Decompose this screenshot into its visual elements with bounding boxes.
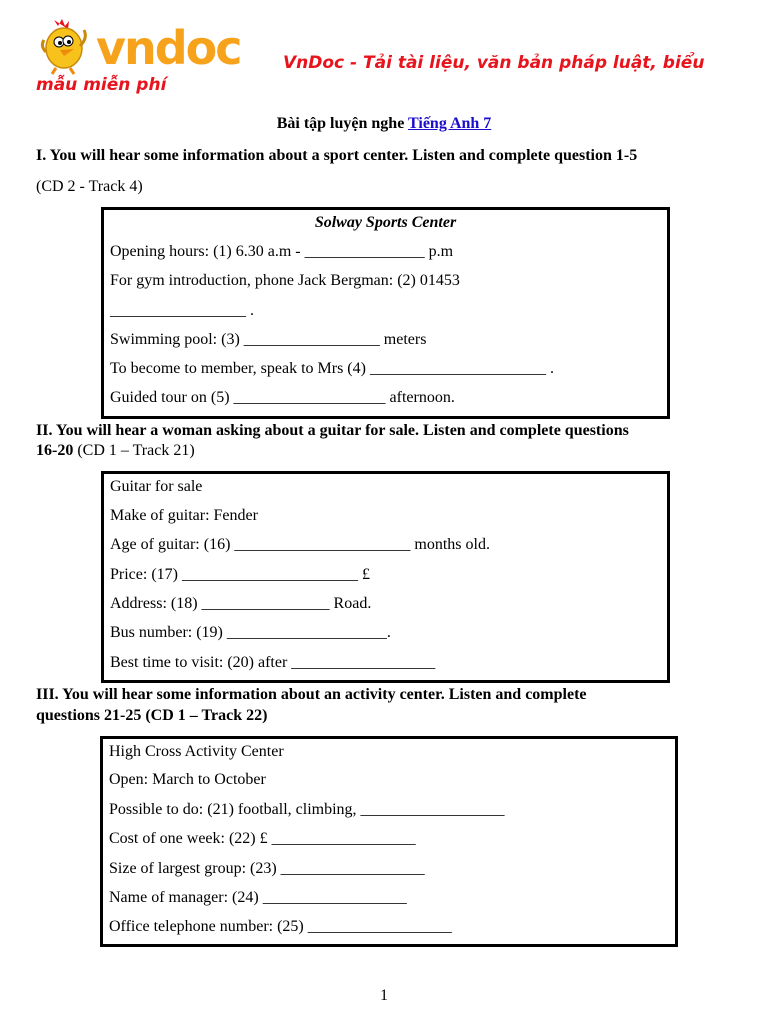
question-4: To become to member, speak to Mrs (4) ______________________ . <box>110 360 554 377</box>
section1-heading: I. You will hear some information about a sport center. Listen and complete question 1-5 <box>36 147 638 164</box>
question-2-blank: _________________ . <box>110 302 254 319</box>
question-19: Bus number: (19) ____________________. <box>110 624 391 641</box>
section3-heading-continued: questions 21-25 (CD 1 – Track 22) <box>36 707 268 724</box>
activity-open-months: Open: March to October <box>109 771 266 788</box>
document-title <box>0 115 768 133</box>
section2-heading-continued: 16-20 (CD 1 – Track 21) <box>36 442 195 459</box>
sports-center-title: Solway Sports Center <box>314 214 457 231</box>
question-21: Possible to do: (21) football, climbing, __________________ <box>109 801 505 818</box>
page-header <box>0 0 768 100</box>
question-16: Age of guitar: (16) ______________________ months old. <box>110 536 490 553</box>
guitar-sale-box <box>101 471 670 683</box>
question-3: Swimming pool: (3) _________________ meters <box>110 331 427 348</box>
vndoc-logo[interactable] <box>38 16 253 76</box>
page-number: 1 <box>380 987 388 1004</box>
chicken-mascot-icon <box>42 19 85 74</box>
question-5: Guided tour on (5) ___________________ afternoon. <box>110 389 455 406</box>
question-2: For gym introduction, phone Jack Bergman: (2) 01453 <box>110 272 460 289</box>
activity-center-box <box>100 736 678 947</box>
activity-center-title: High Cross Activity Center <box>109 743 284 760</box>
question-1: Opening hours: (1) 6.30 a.m - _______________ p.m <box>110 243 454 260</box>
guitar-title: Guitar for sale <box>110 478 203 495</box>
question-25: Office telephone number: (25) __________________ <box>109 918 452 935</box>
question-18: Address: (18) ________________ Road. <box>110 595 372 612</box>
document-title-text: Bài tập luyện nghe <box>276 115 408 132</box>
question-23: Size of largest group: (23) __________________ <box>109 860 425 877</box>
header-tagline: VnDoc - Tải tài liệu, văn bản pháp luật, biểu <box>283 53 705 73</box>
guitar-make: Make of guitar: Fender <box>110 507 258 524</box>
section2-heading: II. You will hear a woman asking about a guitar for sale. Listen and complete questions <box>36 422 629 439</box>
question-17: Price: (17) ______________________ £ <box>110 566 370 583</box>
question-20: Best time to visit: (20) after __________________ <box>110 654 436 671</box>
question-24: Name of manager: (24) __________________ <box>109 889 407 906</box>
header-tagline-continued: mẫu miễn phí <box>36 75 167 95</box>
section3-heading: III. You will hear some information about an activity center. Listen and complete <box>36 686 587 703</box>
tieng-anh-7-link[interactable]: Tiếng Anh 7 <box>408 115 492 132</box>
sports-center-box <box>101 207 670 419</box>
section1-track: (CD 2 - Track 4) <box>36 178 143 195</box>
question-22: Cost of one week: (22) £ __________________ <box>109 830 416 847</box>
logo-text: vndoc <box>96 21 241 75</box>
